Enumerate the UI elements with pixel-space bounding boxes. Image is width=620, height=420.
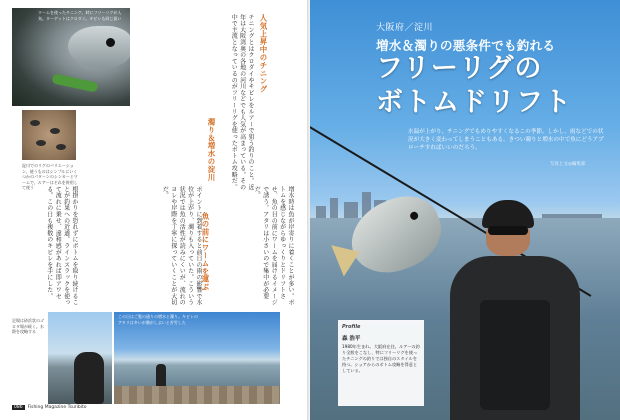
heading-popular-chining: 人気上昇中のチニング: [259, 14, 268, 93]
lure-item: [30, 120, 40, 126]
fish-photo: [12, 8, 130, 106]
article-region: 大阪府／淀川: [376, 23, 434, 33]
body-column-2: ポイントに到着すると前日の雨の影響で水位が上がり、濁りも入っていた。こういう状況では魚の活性が読みにくいが、流れのヨレや岸際を丁寧に探っていくことが大切だ。: [161, 186, 202, 306]
page-number: 086: [14, 405, 23, 410]
lures-photo: [22, 110, 76, 160]
heading-deliver-worm: 魚の前にワームを運ぶ: [201, 212, 210, 291]
lure-item: [36, 140, 46, 146]
left-page: [0, 0, 308, 420]
title-line-1: フリーリグの: [376, 53, 543, 84]
fish-photo-caption: ワームを使ったチニング。時にフリーリグが人気。ターゲットはクロダイ。キビレも同じ扱い: [38, 10, 122, 21]
lure-item: [56, 144, 66, 150]
profile-bio: 1980年生まれ。大阪府在住。ルアーの釣り全般をこなし、特にフリーリグを使ったチニングの釣りでは独自のスタイルを持つ。ショアからのボトム攻略を得意としている。: [342, 344, 420, 373]
bridge-photo: [48, 312, 112, 404]
page-footer: [12, 405, 87, 410]
profile-box: [338, 320, 424, 406]
river-photo: [114, 312, 280, 404]
body-column-3: 増水時は魚が岸寄りに着くことが多い。ボトムを感じながらゆっくりとドリフトさせ、魚の目の前にワームを届けるイメージで誘う。アタリは小さいので集中が必要だ。: [253, 186, 294, 306]
profile-name: 森 浩平: [342, 336, 361, 342]
article-lead: 水温が上がり、チニングでもめりやすくなるこの季節。しかし、雨などでの状況が大きく変わってしまうこともある。きつい濁りと増水の中で魚にどうアプローチすればいいのだろう。: [408, 129, 604, 151]
worm-lure: [51, 73, 98, 92]
lures-photo-caption: 淀川でのリグのバリエーション。使うものはシンプルにいくつかのパターンのシンカーとワームで、ルアーはそれを併用して使う: [22, 163, 78, 190]
angler-holding-fish: [440, 200, 590, 420]
rocky-shore: [114, 386, 280, 404]
river-photo-caption: この日はご覧の通りの増水と濁り。キビレのアタリは多いが潮がしぶいと苦労した: [118, 314, 198, 325]
lure-item: [50, 128, 60, 134]
title-line-2: ボトムドリフト: [376, 87, 572, 118]
fish-eye: [409, 211, 419, 221]
angler-vest: [480, 300, 550, 410]
body-column-1: チニングとはクロダイやキビレをルアーで狙う釣りのこと。近年は大阪湾奥の各地の河川などでも人気が高まっている。その中で主流となっているのがフリーリグを使ったボトム攻略だ。: [230, 14, 254, 191]
photo-credit: 写真と文◎編集部: [550, 162, 586, 167]
heading-muddy-yodogawa: 濁り＆増水の淀川: [207, 118, 216, 182]
magazine-name: Fishing Magazine Tsuribito: [27, 405, 87, 410]
article-title: [376, 52, 572, 120]
article-subtitle: 増水＆濁りの悪条件でも釣れる: [376, 38, 556, 53]
angler-cap: [482, 200, 534, 228]
body-column-4: 根掛かりを恐れずにボトムを取り続けることが釣果への近道。ラインスラックを使って流れに乗せ、違和感があれば即アワセる。この日も複数のキビレを手にした。: [45, 186, 78, 306]
fish-eye: [106, 38, 115, 47]
bridge-photo-caption: 足場は砂浜状のゴロタ場が続く。水際を攻略する: [12, 318, 44, 334]
angler-sunglasses: [488, 226, 528, 235]
profile-tag: Profile: [342, 324, 361, 330]
angler-figure: [74, 352, 104, 404]
fish-shape: [68, 26, 130, 68]
